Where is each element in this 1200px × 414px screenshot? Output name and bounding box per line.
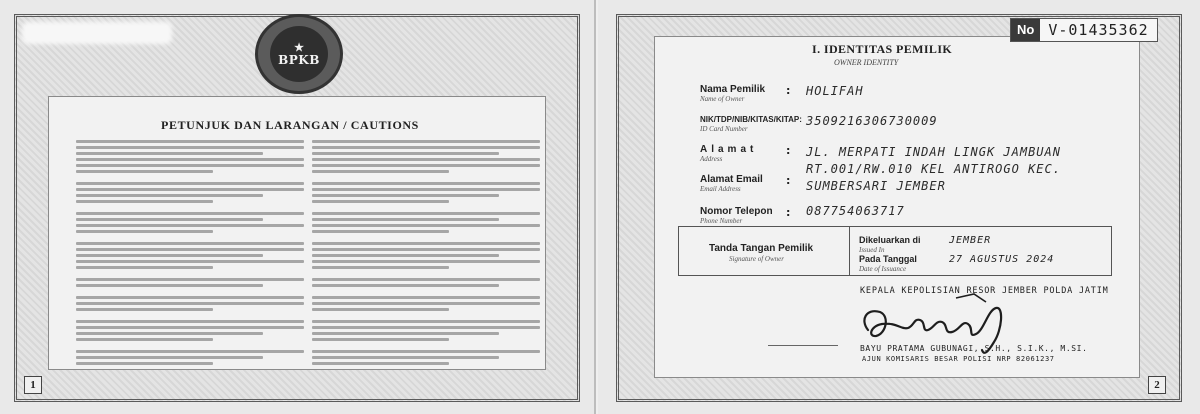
section-title: I. IDENTITAS PEMILIK bbox=[812, 42, 953, 56]
issue-date-label: Pada Tanggal bbox=[859, 254, 917, 264]
caution-title: PETUNJUK DAN LARANGAN / CAUTIONS bbox=[161, 118, 419, 132]
address-sublabel: Address bbox=[700, 155, 723, 163]
phone-sublabel: Phone Number bbox=[700, 217, 743, 225]
colon: : bbox=[786, 84, 791, 97]
section-subtitle: OWNER IDENTITY bbox=[834, 58, 899, 67]
address-value: JL. MERPATI INDAH LINGK JAMBUAN RT.001/RW.010 KEL ANTIROGO KEC. SUMBERSARI JEMBER bbox=[806, 145, 1061, 193]
bpkb-emblem bbox=[255, 14, 343, 94]
redacted-area bbox=[22, 22, 172, 44]
left-page bbox=[0, 0, 596, 414]
serial-label: No bbox=[1011, 19, 1040, 41]
address-label: Alamat bbox=[700, 144, 758, 155]
caution-column-english bbox=[312, 140, 540, 368]
email-label-group bbox=[700, 174, 763, 193]
star-icon: ★ bbox=[294, 40, 304, 54]
owner-name-label-group bbox=[700, 84, 765, 103]
issued-in-label: Dikeluarkan di bbox=[859, 235, 921, 245]
issuing-official-rank: AJUN KOMISARIS BESAR POLISI NRP 82061237 bbox=[862, 355, 1055, 363]
colon: : bbox=[786, 144, 791, 157]
email-sublabel: Email Address bbox=[700, 185, 741, 193]
box-divider bbox=[849, 227, 850, 275]
id-number-label: NIK/TDP/NIB/KITAS/KITAP: bbox=[700, 115, 802, 124]
signature-issuance-box bbox=[678, 226, 1112, 276]
caution-column-indonesian bbox=[76, 140, 304, 368]
address-label-group bbox=[700, 144, 757, 163]
id-number-sublabel: ID Card Number bbox=[700, 125, 748, 133]
colon: : bbox=[786, 174, 791, 187]
phone-value: 087754063717 bbox=[806, 204, 905, 218]
owner-name-label: Nama Pemilik bbox=[700, 84, 766, 95]
owner-signature-sublabel: Signature of Owner bbox=[729, 255, 784, 263]
serial-number-box bbox=[1010, 18, 1158, 42]
owner-signature-label: Tanda Tangan Pemilik bbox=[709, 243, 814, 254]
issuing-official-title: KEPALA KEPOLISIAN RESOR JEMBER POLDA JATIM bbox=[860, 286, 1109, 296]
owner-name-value: HOLIFAH bbox=[806, 84, 864, 98]
colon: : bbox=[786, 206, 791, 219]
right-page-number: 2 bbox=[1148, 376, 1166, 394]
serial-number: V-01435362 bbox=[1048, 21, 1149, 39]
issued-in-value: JEMBER bbox=[949, 235, 992, 246]
left-page-number: 1 bbox=[24, 376, 42, 394]
issuing-official-name: BAYU PRATAMA GUBUNAGI, S.H., S.I.K., M.SI. bbox=[860, 344, 1088, 353]
id-number-label-group bbox=[700, 114, 802, 133]
phone-label: Nomor Telepon bbox=[700, 206, 773, 217]
emblem-text: BPKB bbox=[278, 52, 320, 67]
owner-name-sublabel: Name of Owner bbox=[700, 95, 745, 103]
issue-date-value: 27 AGUSTUS 2024 bbox=[949, 254, 1055, 265]
id-number-value: 3509216306730009 bbox=[806, 114, 938, 128]
right-page bbox=[598, 0, 1200, 414]
issue-date-sublabel: Date of Issuance bbox=[859, 265, 907, 273]
phone-label-group bbox=[700, 206, 773, 225]
email-label: Alamat Email bbox=[700, 174, 763, 185]
owner-signature-line bbox=[768, 345, 838, 346]
issued-in-sublabel: Issued In bbox=[859, 246, 885, 254]
